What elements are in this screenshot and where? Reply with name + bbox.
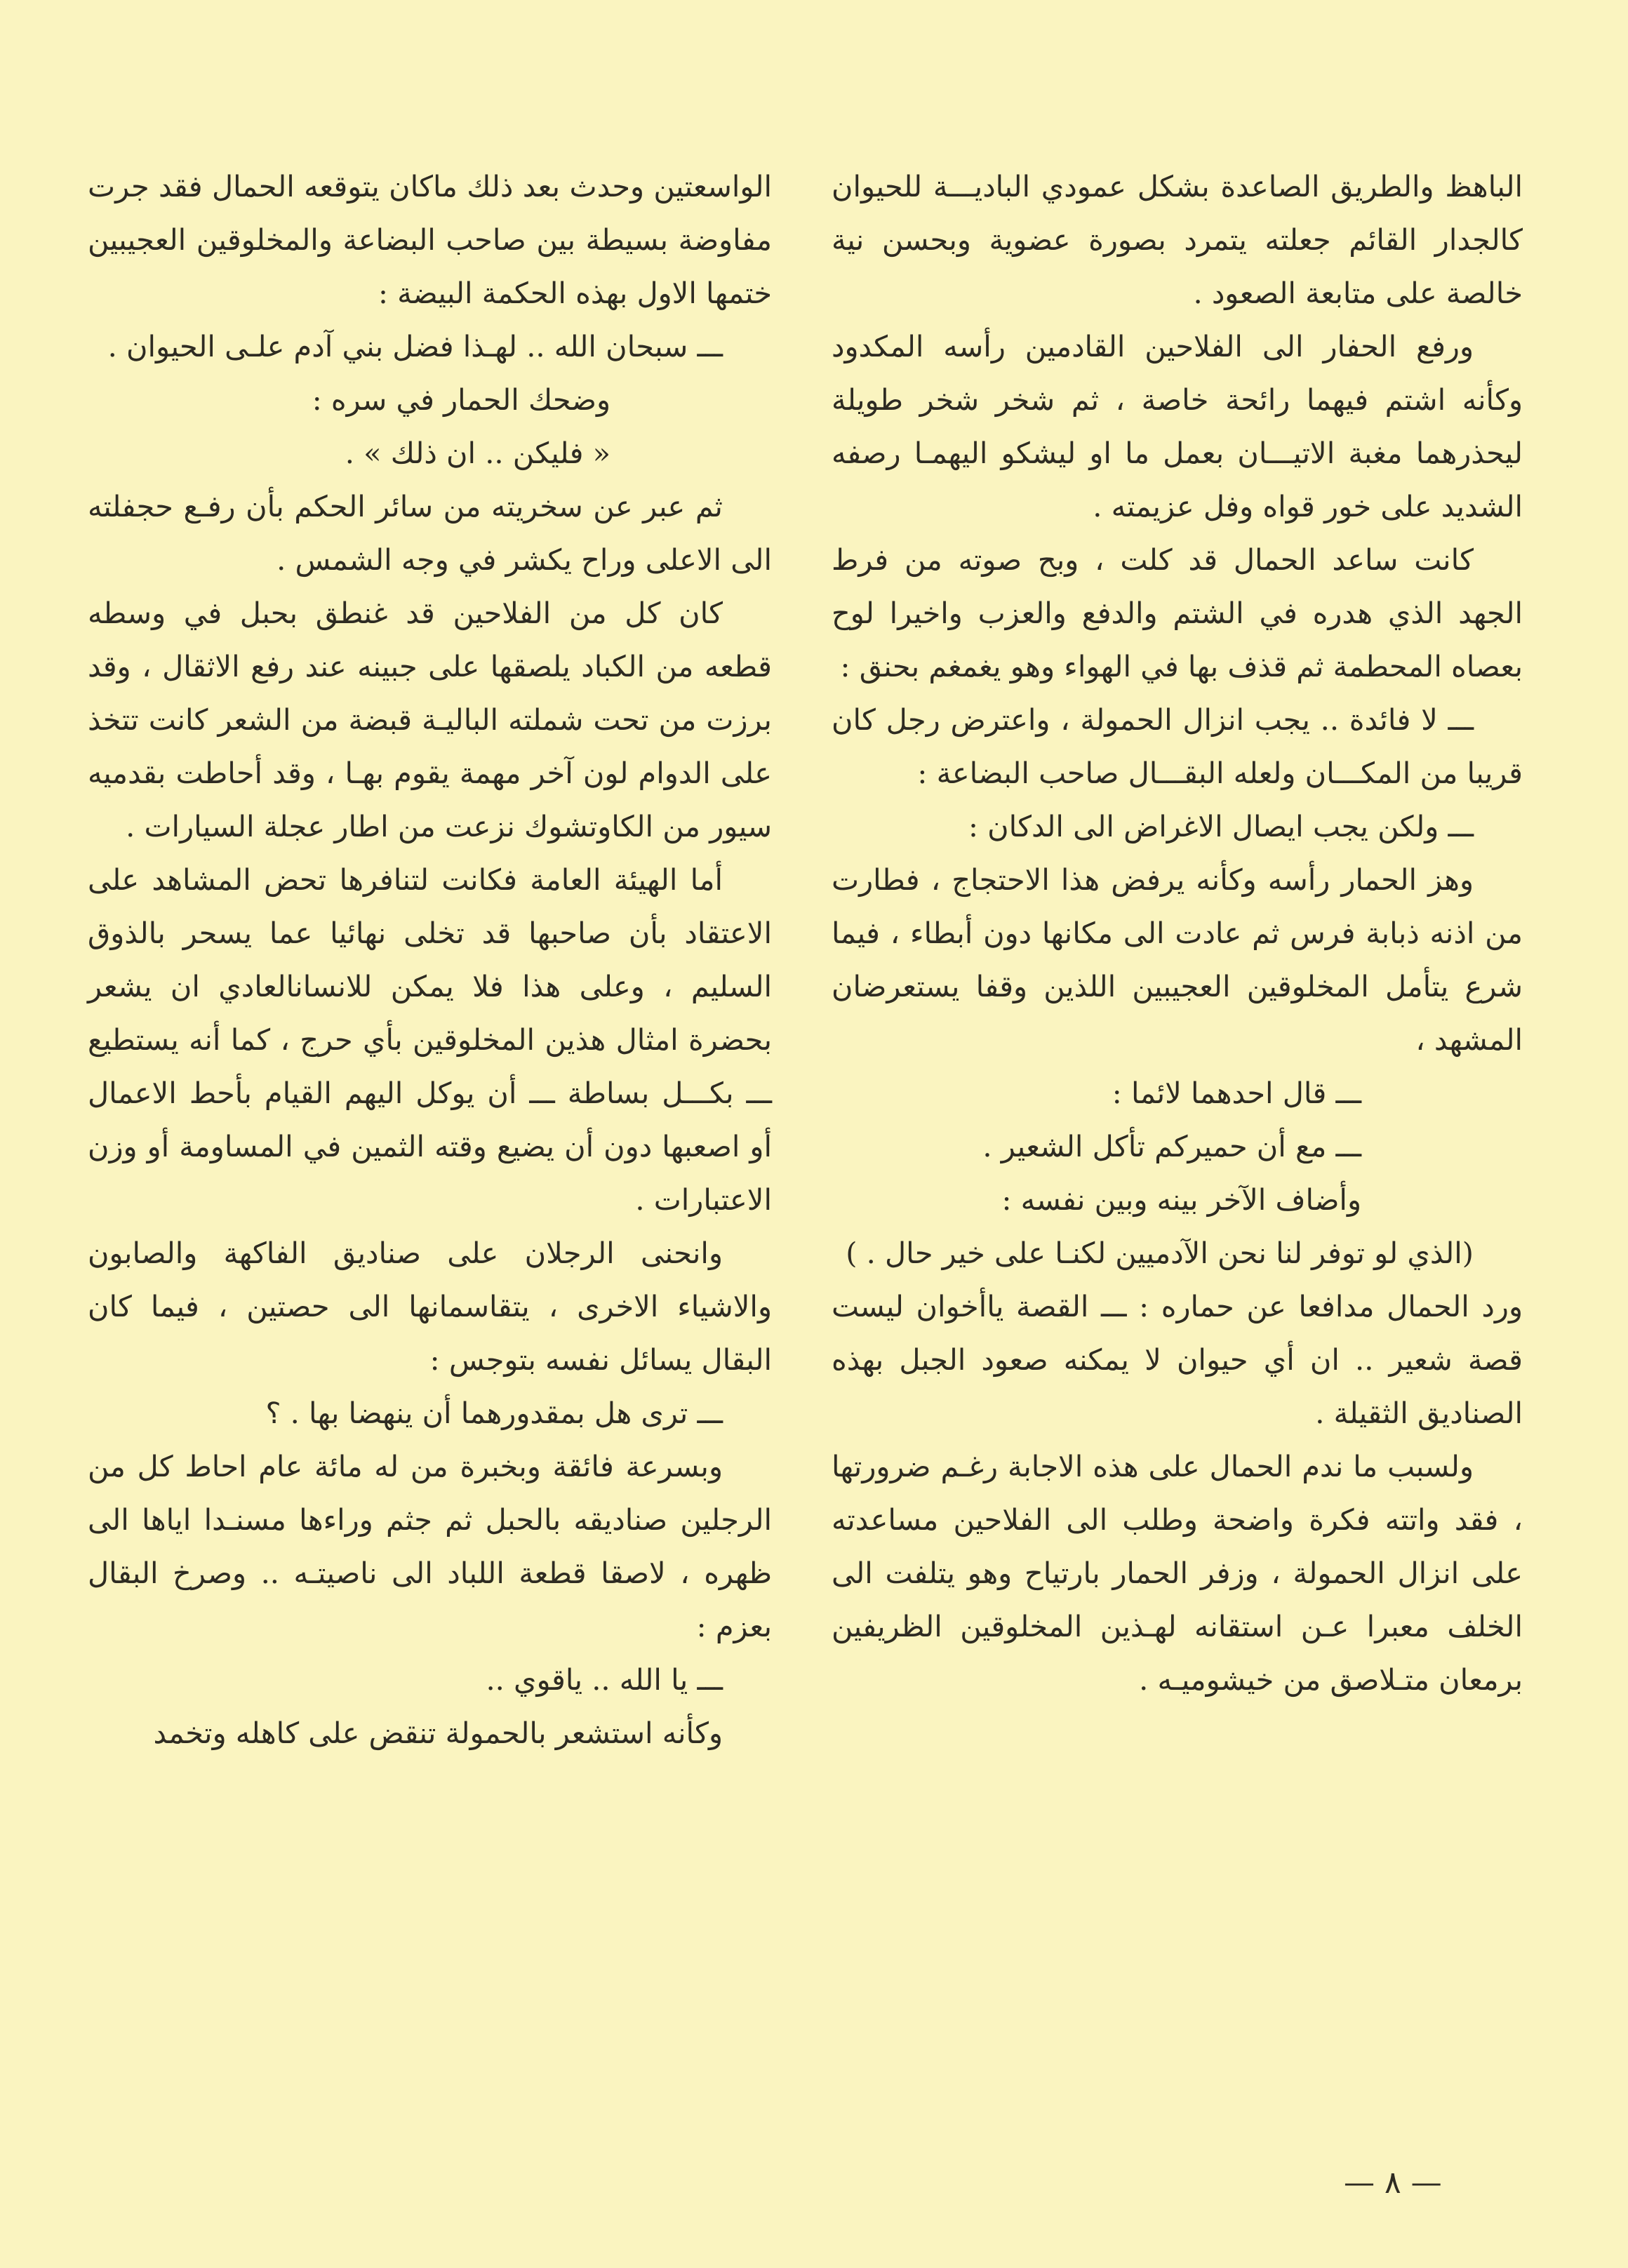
paragraph: أما الهيئة العامة فكانت لتنافرها تحض المشاهد على الاعتقاد بأن صاحبها قد تخلى نهائيا عما يسحر بالذوق السليم ، وعلى هذا فلا يمكن للانسانالعادي ان يشعر بحضرة امثال هذين المخلوقين بأي حرج ، كما أنه يستطيع ـــ بكـــل بساطة ـــ أن يوكل اليهم القيام بأحط الاعمال أو اصعبها دون أن يضيع وقته الثمين في المساومة أو وزن الاعتبارات . — [88, 862, 772, 1217]
paragraph: وأضاف الآخر بينه وبين نفسه : — [1001, 1182, 1361, 1217]
paragraph: الباهظ والطريق الصاعدة بشكل عمودي الباديـــة للحيوان كالجدار القائم جعلته يتمرد بصورة عضوية وبحسن نية خالصة على متابعة الصعود . — [832, 169, 1523, 310]
paragraph: ورفع الحفار الى الفلاحين القادمين رأسه المكدود وكأنه اشتم فيهما رائحة خاصة ، ثم شخر شخر طويلة ليحذرهما مغبة الاتيـــان بعمل ما او ليشكو اليهمـا رصفه الشديد على خور قواه وفل عزيمته . — [832, 329, 1523, 523]
paragraph: ـــ لا فائدة .. يجب انزال الحمولة ، واعترض رجل كان قريبا من المكـــان ولعله البقـــال صاحب البضاعة : — [832, 702, 1523, 790]
paragraph: ورد الحمال مدافعا عن حماره : ـــ القصة ياأخوان ليست قصة شعير .. ان أي حيوان لا يمكنه صعود الجبل بهذه الصناديق الثقيلة . — [832, 1289, 1523, 1430]
paragraph: ـــ سبحان الله .. لهـذا فضل بني آدم علـى الحيوان . — [107, 329, 723, 363]
paragraph: ـــ مع أن حميركم تأكل الشعير . — [982, 1129, 1361, 1163]
left-column — [88, 160, 772, 1760]
paragraph: ـــ يا الله .. ياقوي .. — [486, 1662, 723, 1697]
page-number: — ٨ — — [1344, 2165, 1442, 2201]
paragraph: ثم عبر عن سخريته من سائر الحكم بأن رفـع حجفلته الى الاعلى وراح يكشر في وجه الشمس . — [88, 489, 772, 577]
paragraph: كانت ساعد الحمال قد كلت ، وبح صوته من فرط الجهد الذي هدره في الشتم والدفع والعزب واخيرا لوح بعصاه المحطمة ثم قذف بها في الهواء وهو يغمغم بحنق : — [832, 542, 1523, 683]
paragraph: « فليكن .. ان ذلك » . — [345, 436, 610, 470]
paragraph: وكأنه استشعر بالحمولة تنقض على كاهله وتخمد — [153, 1716, 723, 1750]
right-column — [832, 160, 1523, 1707]
paragraph: وانحنى الرجلان على صناديق الفاكهة والصابون والاشياء الاخرى ، يتقاسمانها الى حصتين ، فيما كان البقال يسائل نفسه بتوجس : — [88, 1236, 772, 1377]
paragraph: كان كل من الفلاحين قد غنطق بحبل في وسطه قطعه من الكباد يلصقها على جبينه عند رفع الاثقال ، وقد برزت من تحت شملته الباليـة قبضة من الشعر كانت تتخذ على الدوام لون آخر مهمة يقوم بهـا ، وقد أحاطت بقدميه سيور من الكاوتشوك نزعت من اطار عجلة السيارات . — [88, 596, 772, 843]
paragraph: ولسبب ما ندم الحمال على هذه الاجابة رغـم ضرورتها ، فقد واتته فكرة واضحة وطلب الى الفلاحين مساعدته على انزال الحمولة ، وزفر الحمار بارتياح وهو يتلفت الى الخلف معبرا عـن استقانه لهـذين المخلوقين الظريفين برمعان متـلاصق من خيشوميـه . — [832, 1449, 1523, 1697]
paragraph: وضحك الحمار في سره : — [312, 382, 610, 417]
paragraph: وبسرعة فائقة وبخبرة من له مائة عام احاط كل من الرجلين صناديقه بالحبل ثم جثم وراءها مسنـدا اياها الى ظهره ، لاصقا قطعة اللباد الى ناصيتـه .. وصرخ البقال بعزم : — [88, 1449, 772, 1643]
paragraph: ـــ ترى هل بمقدورهما أن ينهضا بها . ؟ — [265, 1396, 723, 1430]
paragraph: (الذي لو توفر لنا نحن الآدميين لكنـا على خير حال . ) — [846, 1236, 1474, 1270]
paragraph: ـــ قال احدهما لائما : — [1112, 1076, 1361, 1110]
paragraph: الواسعتين وحدث بعد ذلك ماكان يتوقعه الحمال فقد جرت مفاوضة بسيطة بين صاحب البضاعة والمخلوقين العجيبين ختمها الاول بهذه الحكمة البيضة : — [88, 169, 772, 310]
paragraph: ـــ ولكن يجب ايصال الاغراض الى الدكان : — [968, 809, 1474, 843]
paragraph: وهز الحمار رأسه وكأنه يرفض هذا الاحتجاج ، فطارت من اذنه ذبابة فرس ثم عادت الى مكانها دون أبطاء ، فيما شرع يتأمل المخلوقين العجيبين اللذين وقفا يستعرضان المشهد ، — [832, 862, 1523, 1057]
